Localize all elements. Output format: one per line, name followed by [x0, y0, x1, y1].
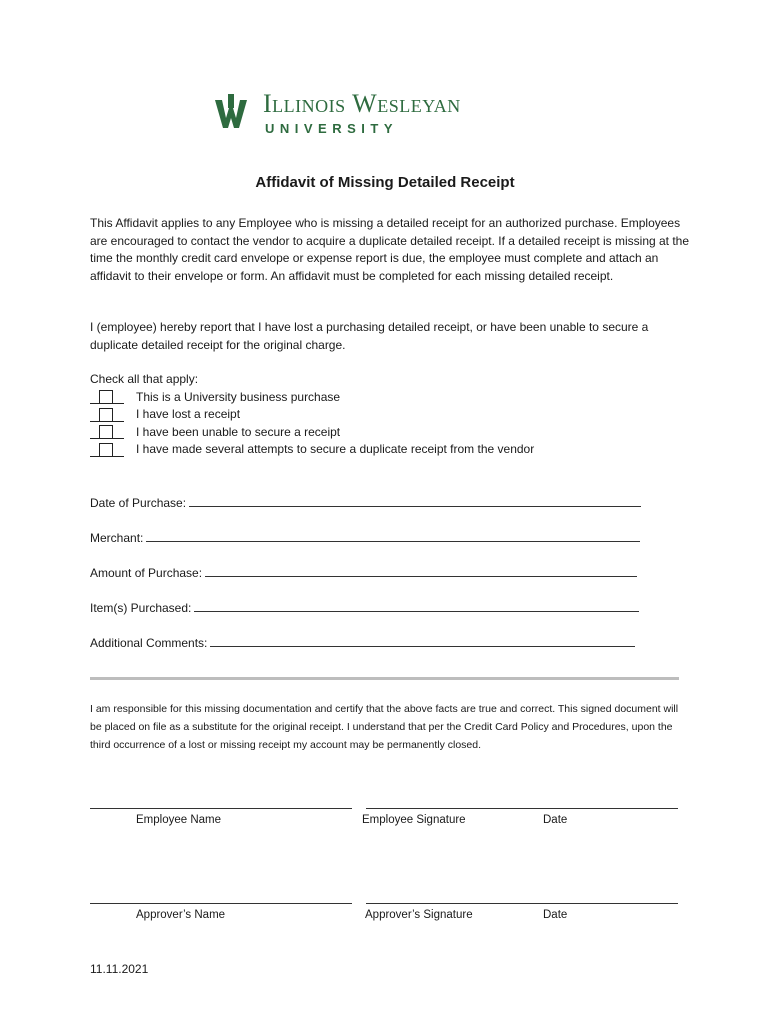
employee-date-label: Date — [543, 814, 568, 826]
checklist-item — [90, 406, 534, 424]
items-purchased-label: Item(s) Purchased: — [90, 601, 192, 615]
merchant-label: Merchant: — [90, 531, 144, 545]
amount-of-purchase-label: Amount of Purchase: — [90, 566, 203, 580]
checklist-item-label: This is a University business purchase — [136, 389, 341, 404]
checklist — [90, 371, 534, 459]
additional-comments-label: Additional Comments: — [90, 636, 208, 650]
checklist-item-label: I have been unable to secure a receipt — [136, 424, 341, 439]
certification-paragraph: I am responsible for this missing documentation and certify that the above facts are true and correct. This signed document will be placed on file as a substitute for the original receipt. I understand that per the Credit Card Policy and Procedures, upon the third occurrence of a lost or missing receipt my account may be permanently closed. — [90, 703, 679, 751]
amount-of-purchase-field — [90, 564, 637, 581]
section-divider — [90, 677, 679, 680]
approver-name-label: Approver’s Name — [136, 909, 226, 921]
approver-signature-line[interactable] — [366, 903, 678, 904]
logo-subtitle: UNIVERSITY — [265, 121, 399, 136]
approver-signature-label: Approver’s Signature — [365, 909, 473, 921]
intro-paragraph: This Affidavit applies to any Employee who is missing a detailed receipt for an authorized purchase. Employees are encouraged to contact the vendor to acquire a duplicate detailed receipt. If a detailed receipt is missing at the time the monthly credit card envelope or expense report is due, the employee must complete and attach an affidavit to their envelope or form. An affidavit must be completed for each missing detailed receipt. — [90, 216, 690, 283]
merchant-input[interactable] — [146, 529, 640, 542]
date-of-purchase-label: Date of Purchase: — [90, 496, 187, 510]
employee-signature-label: Employee Signature — [362, 814, 466, 826]
items-purchased-field — [90, 599, 639, 616]
checkbox[interactable] — [90, 390, 124, 404]
document-date: 11.11.2021 — [90, 962, 149, 976]
approver-date-label: Date — [543, 909, 568, 921]
checklist-heading: Check all that apply: — [90, 372, 199, 386]
additional-comments-field — [90, 634, 635, 651]
checkbox[interactable] — [90, 425, 124, 439]
checklist-item-label: I have lost a receipt — [136, 407, 241, 421]
additional-comments-input[interactable] — [210, 634, 635, 647]
checklist-item — [90, 441, 534, 459]
items-purchased-input[interactable] — [194, 599, 639, 612]
date-of-purchase-input[interactable] — [189, 494, 641, 507]
report-paragraph: I (employee) hereby report that I have lost a purchasing detailed receipt, or have been unable to secure a duplicate detailed receipt for the original charge. — [90, 320, 649, 352]
university-logo — [213, 88, 563, 140]
iwu-monogram-icon — [213, 94, 249, 130]
checkbox[interactable] — [90, 408, 124, 422]
employee-signature-line[interactable] — [366, 808, 678, 809]
document-title: Affidavit of Missing Detailed Receipt — [255, 174, 515, 191]
logo-university-name: Illinois Wesleyan — [263, 89, 461, 118]
checklist-item — [90, 389, 534, 407]
approver-name-line[interactable] — [90, 903, 352, 904]
date-of-purchase-field — [90, 494, 641, 511]
checklist-item-label: I have made several attempts to secure a duplicate receipt from the vendor — [136, 442, 535, 456]
checkbox[interactable] — [90, 443, 124, 457]
checklist-item — [90, 424, 534, 442]
employee-name-label: Employee Name — [136, 814, 222, 826]
merchant-field — [90, 529, 640, 546]
amount-of-purchase-input[interactable] — [205, 564, 637, 577]
employee-name-line[interactable] — [90, 808, 352, 809]
